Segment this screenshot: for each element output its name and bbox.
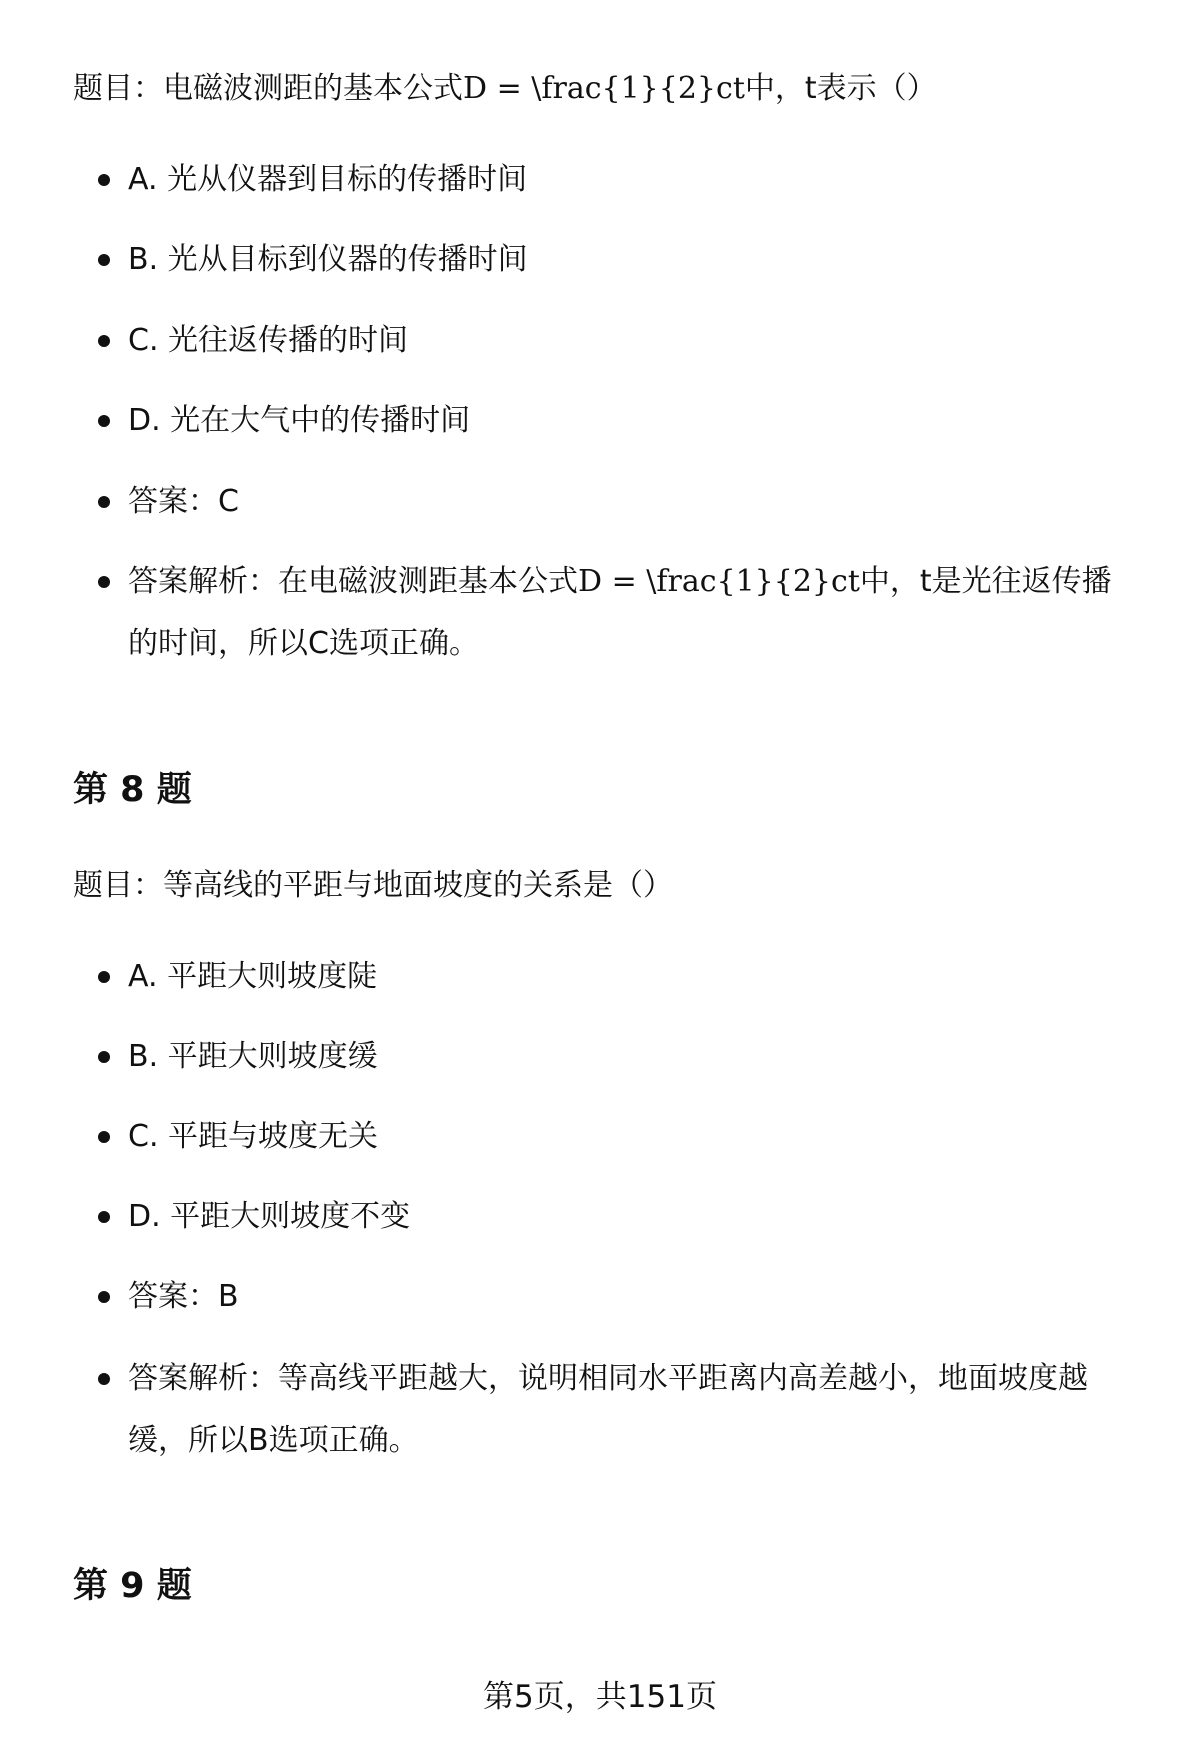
- bullet-icon: [98, 254, 110, 266]
- question-8-explanation: [98, 1348, 1128, 1472]
- explanation-text: [128, 551, 1128, 675]
- bullet-icon: [98, 1131, 110, 1143]
- explanation-formula: D = \frac{1}{2}ct: [578, 564, 860, 599]
- explanation-prefix: 答案解析：在电磁波测距基本公式: [128, 564, 578, 599]
- question-8-answer: [98, 1266, 1128, 1328]
- bullet-icon: [98, 1291, 110, 1303]
- question-8-option-b: [98, 1026, 1128, 1088]
- question-7-option-d: [98, 390, 1128, 452]
- option-text: D. 平距大则坡度不变: [128, 1199, 411, 1234]
- option-text: A. 光从仪器到目标的传播时间: [128, 162, 528, 197]
- bullet-icon: [98, 1373, 110, 1385]
- option-text: D. 光在大气中的传播时间: [128, 403, 471, 438]
- page-footer: 第5页，共151页: [483, 1679, 717, 1715]
- option-text: A. 平距大则坡度陡: [128, 959, 378, 994]
- bullet-icon: [98, 174, 110, 186]
- bullet-icon: [98, 576, 110, 588]
- bullet-icon: [98, 335, 110, 347]
- question-8-prompt: 题目：等高线的平距与地面坡度的关系是（）: [73, 868, 673, 903]
- explanation-text: 答案解析：等高线平距越大，说明相同水平距离内高差越小，地面坡度越缓，所以B选项正确。: [128, 1361, 1088, 1458]
- question-8-option-a: [98, 946, 1128, 1008]
- question-8-heading: 第 8 题: [73, 770, 192, 810]
- bullet-icon: [98, 496, 110, 508]
- explanation-suffix: 中，t是光往返传播的时间，所以C选项正确。: [128, 564, 1112, 661]
- question-7-prompt: [73, 69, 937, 109]
- answer-text: 答案：B: [128, 1279, 239, 1314]
- option-text: C. 平距与坡度无关: [128, 1119, 379, 1154]
- question-7-prompt-formula: D = \frac{1}{2}ct: [463, 71, 745, 106]
- question-7-prompt-prefix: 题目：电磁波测距的基本公式: [73, 71, 463, 106]
- question-7-prompt-suffix: 中，t表示（）: [744, 71, 937, 106]
- question-7-option-a: [98, 149, 1128, 211]
- question-8-option-d: [98, 1186, 1128, 1248]
- option-text: C. 光往返传播的时间: [128, 323, 409, 358]
- question-7-option-c: [98, 310, 1128, 372]
- question-9-heading: 第 9 题: [73, 1566, 192, 1606]
- bullet-icon: [98, 1211, 110, 1223]
- bullet-icon: [98, 415, 110, 427]
- bullet-icon: [98, 971, 110, 983]
- option-text: B. 平距大则坡度缓: [128, 1039, 378, 1074]
- question-7-explanation: [98, 551, 1128, 675]
- option-text: B. 光从目标到仪器的传播时间: [128, 242, 528, 277]
- question-7-answer: [98, 471, 1128, 533]
- question-7-option-b: [98, 229, 1128, 291]
- bullet-icon: [98, 1051, 110, 1063]
- question-8-option-c: [98, 1106, 1128, 1168]
- answer-text: 答案：C: [128, 484, 239, 519]
